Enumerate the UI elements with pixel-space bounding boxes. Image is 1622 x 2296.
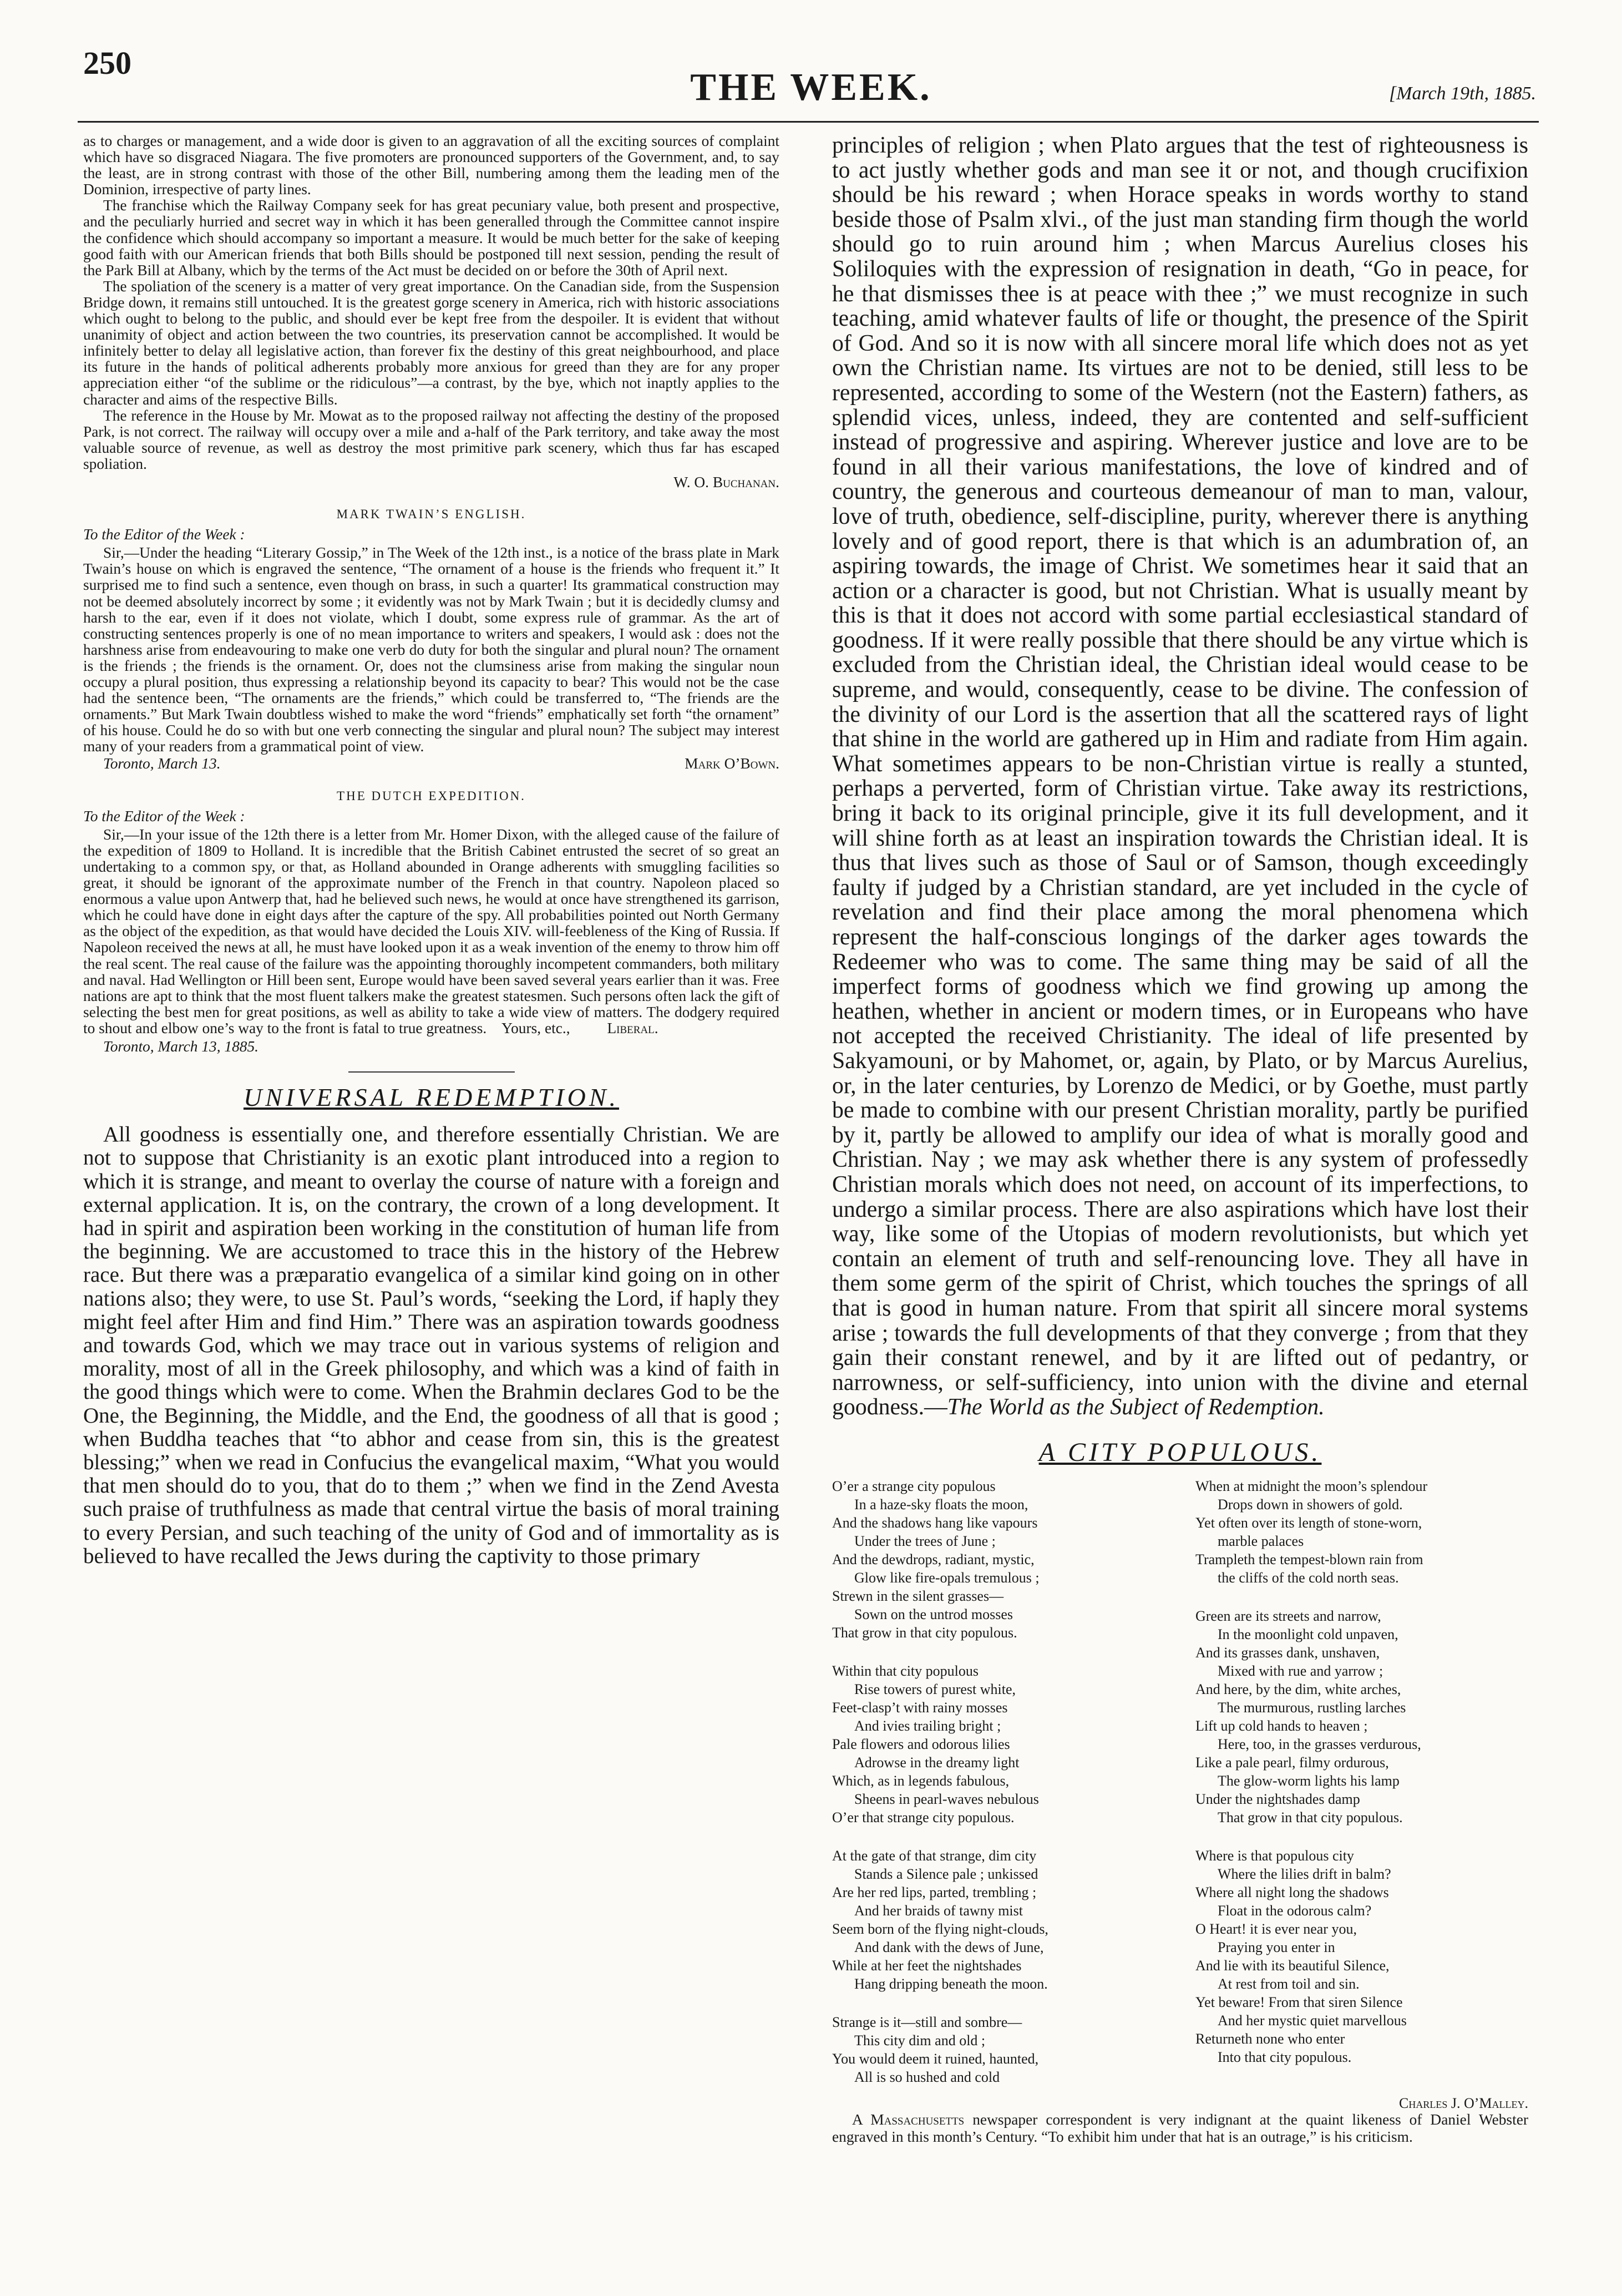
poem-line: And her braids of tawny mist [854, 1902, 1023, 1919]
poem-title: A CITY POPULOUS. [1038, 1437, 1322, 1467]
article-continuation [832, 133, 1528, 1420]
poem-line: Hang dripping beneath the moon. [854, 1975, 1048, 1992]
continuation-text: principles of religion ; when Plato argues that the test of righteousness is to act justly whether gods and man see it or not, and though crucifixion should be his reward ; when Horace speaks in words worthy to stand beside those of Psalm xlvi., of the just man standing firm though the world should go to ruin around him ; when Marcus Aurelius closes his Soliloquies with the expression of resignation in death, “Go in peace, for he that dismisses thee is at peace with thee ;” we must recognize in such teaching, amid whatever faults of life or thought, the presence of the Spirit of God. And so it is now with all sincere moral life which does not as yet own the Christian name. Its virtues are not to be denied, still less to be represented, according to some of the Western (not the Eastern) fathers, as splendid vices, unless, indeed, they are contented and self-sufficient instead of progressive and aspiring. Wherever justice and love are to be found in all their various manifestations, the love of kindred and of country, the generous and courteous demeanour of man to man, valour, love of truth, obedience, self-discipline, purity, wherever there is anything lovely and of good report, there is that which is an adumbration of, an aspiring towards, the image of Christ. We sometimes hear it said that an action or a character is good, but not Christian. What is usually meant by this is that it does not accord with some partial ecclesiastical standard of goodness. If it were really possible that there should be any virtue which is excluded from the Christian ideal, the Christian ideal would cease to be supreme, and would, consequently, cease to be divine. The confession of the divinity of our Lord is the assertion that all the scattered rays of light that shine in the world are gathered up in Him and radiate from Him again. What sometimes appears to be non-Christian virtue is really a stunted, perhaps a perverted, form of Christian virtue. Take away its restrictions, bring it back to its original principle, give it its full development, and it will shine forth as at least an inspiration towards the Christian ideal. It is thus that lives such as those of Saul or of Samson, though exceedingly faulty if judged by a Christian standard, are yet included in the cycle of revelation and find their place among the moral phenomena which represent the half-conscious longings of the darker ages towards the Redeemer who was to come. The same thing may be said of all the imperfect forms of goodness which we find growing up among the heathen, whether in ancient or modern times, or in Europeans who have not accepted the received Christianity. The ideal of life presented by Sakyamouni, or by Mahomet, or, again, by Plato, or by Marcus Aurelius, or, in the later centuries, by Lorenzo de Medici, or by Goethe, must partly be made to combine with our present Christian morality, partly be purified by it, partly be allowed to amplify our idea of what is morally good and Christian. Nay ; we may ask whether there is any system of professedly Christian morals which does not need, on account of its imperfections, to undergo a similar process. There are also aspirations which have lost their way, like some of the Utopias of modern revolutionists, but which yet contain an element of truth and self-renouncing love. They all have in them some germ of the spirit of Christ, which touches the springs of all that is good in human nature. From that spirit all sincere moral systems arise ; towards the full developments of that they converge ; from that they gain their constant renewel, and by it are lifted out of pedantry, or narrowness, or self-sufficiency, into union with the divine and eternal goodness.— [832, 133, 1528, 1420]
poem-line: That grow in that city populous. [832, 1624, 1017, 1641]
poem-line: Under the nightshades damp [1195, 1791, 1360, 1807]
poem-line: O’er that strange city populous. [832, 1809, 1015, 1825]
poem-line: Are her red lips, parted, trembling ; [832, 1884, 1037, 1900]
poem-line: And here, by the dim, white arches, [1195, 1681, 1401, 1697]
poem-line: Lift up cold hands to heaven ; [1195, 1717, 1368, 1734]
dateline: Toronto, March 13. [103, 755, 221, 772]
poem-line: O Heart! it is ever near you, [1195, 1920, 1357, 1937]
poem-line: Where is that populous city [1195, 1847, 1354, 1864]
note-text: newspaper correspondent is very indignant at the quaint likeness of Daniel Webster engraved in this month’s Century. “To exhibit him under that hat is an outrage,” is his criticism. [832, 2111, 1528, 2146]
poem-line: Where the lilies drift in balm? [1218, 1865, 1391, 1882]
poem-line: Strange is it—still and sombre— [832, 2014, 1022, 2030]
poem-line: And dank with the dews of June, [854, 1939, 1044, 1955]
signature: W. O. Buchanan. [673, 473, 779, 490]
poem-line: marble palaces [1218, 1533, 1304, 1549]
poem-line: Green are its streets and narrow, [1195, 1607, 1381, 1624]
poem-line: Stands a Silence pale ; unkissed [854, 1865, 1038, 1882]
poem-line: Here, too, in the grasses verdurous, [1218, 1736, 1421, 1752]
poem-line: Rise towers of purest white, [854, 1681, 1016, 1697]
poem-line: Trampleth the tempest-blown rain from [1195, 1551, 1423, 1567]
poem-line: Within that city populous [832, 1662, 979, 1679]
article-universal-redemption [83, 1083, 779, 1568]
poem-stanza [1195, 1607, 1528, 1827]
poem [832, 1477, 1528, 2106]
letter-niagara [83, 133, 779, 490]
poem-line: Like a pale pearl, filmy ordurous, [1195, 1754, 1389, 1771]
issue-date: [March 19th, 1885. [1388, 83, 1536, 104]
closing-note [832, 2111, 1528, 2146]
poem-line: Seem born of the flying night-clouds, [832, 1920, 1048, 1937]
poem-stanza [1195, 1847, 1528, 2066]
poem-line: And the dewdrops, radiant, mystic, [832, 1551, 1035, 1567]
poem-line: When at midnight the moon’s splendour [1195, 1478, 1428, 1494]
poem-line: Yet beware! From that siren Silence [1195, 1994, 1403, 2010]
signature: Mark O’Bown. [685, 755, 779, 772]
poem-line: Adrowse in the dreamy light [854, 1754, 1020, 1771]
page-number: 250 [83, 45, 131, 81]
closing: Yours, etc., [501, 1019, 570, 1036]
article-title: UNIVERSAL REDEMPTION. [243, 1083, 620, 1112]
poem-line: O’er a strange city populous [832, 1478, 996, 1494]
poem-line: And lie with its beautiful Silence, [1195, 1957, 1390, 1974]
section-heading: THE DUTCH EXPEDITION. [337, 788, 526, 803]
salutation: To the Editor of the Week : [83, 807, 245, 825]
paragraph: The reference in the House by Mr. Mowat as to the proposed railway not affecting the destiny of the proposed Park, is not correct. The railway will occupy over a mile and a-half of the Park territory, and take away the most valuable source of revenue, as well as destroy the most primitive park scenery, which thus far has escaped spoliation. [83, 407, 779, 472]
poem-line: In the moonlight cold unpaven, [1218, 1626, 1398, 1642]
signature-row [83, 756, 779, 772]
paragraph: Sir,—Under the heading “Literary Gossip,” in The Week of the 12th inst., is a notice of the brass plate in Mark Twain’s house on which is engraved the sentence, “The ornament of a house is the friends who frequent it.” It surprised me to find such a sentence, even though on brass, in such a quarter! Its grammatical construction may not be deemed absolutely incorrect by some ; it evidently was not by Mark Twain ; but it is decidedly clumsy and harsh to the ear, even if it does not violate, which I doubt, some express rule of grammar. As the art of constructing sentences properly is one of no mean importance to writers and speakers, I would ask : does not the harshness arise from endeavouring to make one verb do duty for both the singular and plural noun? The ornament is the friends ; the friends is the ornament. Or, does not the clumsiness arise from making the singular noun occupy a plural position, thus expressing a relationship beyond its capacity to bear? This would not be the case had the sentence been, “The ornaments are the friends,” which could be transferred to, “The friends are the ornaments.” But Mark Twain doubtless wished to make the word “friends” emphatically set forth “the ornament” of his house. Could he do so with but one verb connecting the singular and plural noun? The subject may interest many of your readers from a grammatical point of view. [83, 544, 779, 755]
article-source: The World as the Subject of Redemption. [947, 1394, 1325, 1420]
poem-line: Praying you enter in [1218, 1939, 1335, 1955]
poem-line: The murmurous, rustling larches [1218, 1699, 1406, 1716]
separator-rule [348, 1071, 515, 1073]
salutation: To the Editor of the Week : [83, 526, 245, 543]
poem-line: That grow in that city populous. [1218, 1809, 1403, 1825]
body-text: Sir,—In your issue of the 12th there is a letter from Mr. Homer Dixon, with the alleged cause of the failure of the expedition of 1809 to Holland. It is incredible that the British Cabinet entrusted the secret of so great an undertaking to a common spy, or that, as Holland abounded in Orange adherents with smuggling facilities so great, it should be ignorant of the approximate number of the French in that country. Napoleon placed so enormous a value upon Antwerp that, had he believed such news, he would at once have strengthened its garrison, which he could have done in eight days after the capture of the spy. All probabilities pointed out North Germany as the object of the expedition, as that would have decided the Louis XIV. will-feebleness of the King of Russia. If Napoleon received the news at all, he must have looked upon it as a weak invention of the enemy to throw him off the real scent. The real cause of the failure was the appointing thoroughly incompetent commanders, both military and naval. Had Wellington or Hill been sent, Europe would have been saved several years earlier than it was. Free nations are apt to think that the most fluent talkers make the greatest statesmen. Such persons often lack the gift of selecting the best men for great positions, as well as ability to take a wide view of matters. The dodgery required to shout and elbow one’s way to the front is fatal to true greatness. [83, 826, 779, 1036]
poem-stanza [832, 2013, 1165, 2086]
poem-line: Returneth none who enter [1195, 2030, 1345, 2047]
poem-line: Strewn in the silent grasses— [832, 1587, 1004, 1604]
poem-line: Where all night long the shadows [1195, 1884, 1389, 1900]
masthead: THE WEEK. [690, 66, 932, 109]
paragraph: The franchise which the Railway Company seek for has great pecuniary value, both present and prospective, and the peculiarly hurried and secret way in which it has been generalled through the Committee cannot inspire the confidence which should accompany so important a measure. It would be much better for the sake of keeping good faith with our American friends that both Bills should be postponed till next session, pending the result of the Park Bill at Albany, which by the terms of the Act must be decided on or before the 30th of April next. [83, 197, 779, 279]
poem-stanza [832, 1662, 1165, 1827]
right-column [832, 133, 1528, 2146]
poem-line: While at her feet the nightshades [832, 1957, 1022, 1974]
poem-line: At the gate of that strange, dim city [832, 1847, 1037, 1864]
poem-line: And its grasses dank, unshaven, [1195, 1644, 1380, 1661]
poem-line: Feet-clasp’t with rainy mosses [832, 1699, 1008, 1716]
page-header [0, 0, 1622, 111]
poem-line: Sown on the untrod mosses [854, 1606, 1013, 1622]
poem-line: You would deem it ruined, haunted, [832, 2050, 1039, 2067]
poem-line: Glow like fire-opals tremulous ; [854, 1569, 1040, 1586]
article-paragraph: All goodness is essentially one, and therefore essentially Christian. We are not to suppose that Christianity is an exotic plant introduced into a region to which it is strange, and meant to overlay the course of nature with a foreign and external application. It is, on the contrary, the crown of a long development. It had in spirit and aspiration been working in the constitution of human life from the beginning. We are accustomed to trace this in the history of the Hebrew race. But there was a præparatio evangelica of a similar kind going on in other nations also; they were, to use St. Paul’s words, “seeking the Lord, if haply they might feel after Him and find Him.” There was an aspiration towards goodness and towards God, which we may trace out in various systems of religion and morality, most of all in the Greek philosophy, and which was a kind of faith in the good things which were to come. When the Brahmin declares God to be the One, the Beginning, the Middle, and the End, the goodness of all that is good ; when Buddha teaches that “to abhor and cease from sin, this is the greatest blessing;” when we read in Confucius the evangelical maxim, “What you would that men should do to you, that do to them ;” when we find in the Zend Avesta such praise of truthfulness as made that central virtue the basis of moral training to every Persian, and such teaching of the unity of God and of immortality as is believed to have recalled the Jews during the captivity to those primary [83, 1122, 779, 1568]
dateline: Toronto, March 13, 1885. [103, 1038, 259, 1055]
signature: Liberal. [607, 1019, 658, 1036]
poem-stanza [832, 1477, 1165, 1642]
paragraph [83, 827, 779, 1036]
poem-line: This city dim and old ; [854, 2032, 986, 2049]
header-rule [78, 121, 1539, 123]
paragraph: The spoliation of the scenery is a matter of very great importance. On the Canadian side, from the Suspension Bridge down, it remains still untouched. It is the greatest gorge scenery in America, rich with historic associations which ought to belong to the public, and should ever be kept free from the despoiler. It is evident that without unanimity of object and action between the two countries, its preservation cannot be accomplished. It would be infinitely better to delay all legislative action, than forever fix the destiny of this great neighbourhood, and place its future in the hands of political adherents probably more anxious for greed than they are for any proper appreciation either “of the sublime or the ridiculous”—a contrast, by the bye, which not inaptly applies to the character and aims of the respective Bills. [83, 277, 779, 408]
poem-line: In a haze-sky floats the moon, [854, 1496, 1028, 1513]
letter-mark-twain [83, 506, 779, 772]
poem-line: Which, as in legends fabulous, [832, 1772, 1010, 1789]
note-lead: A Massachusetts [852, 2111, 965, 2128]
poem-line: The glow-worm lights his lamp [1218, 1772, 1400, 1789]
poem-line: Under the trees of June ; [854, 1533, 996, 1549]
poem-left-column [832, 1477, 1165, 2106]
poem-line: Pale flowers and odorous lilies [832, 1736, 1010, 1752]
poem-line: the cliffs of the cold north seas. [1218, 1569, 1399, 1586]
poem-line: And the shadows hang like vapours [832, 1514, 1038, 1531]
poem-line: Mixed with rue and yarrow ; [1218, 1662, 1383, 1679]
poem-stanza [1195, 1477, 1528, 1587]
poem-line: Yet often over its length of stone-worn, [1195, 1514, 1422, 1531]
poem-line: At rest from toil and sin. [1218, 1975, 1360, 1992]
poem-line: Float in the odorous calm? [1218, 1902, 1372, 1919]
poem-line: And ivies trailing bright ; [854, 1717, 1001, 1734]
poem-signature: Charles J. O’Malley. [1398, 2095, 1528, 2111]
poem-line: And her mystic quiet marvellous [1218, 2012, 1407, 2029]
section-heading: MARK TWAIN’S ENGLISH. [336, 507, 526, 522]
poem-line: Drops down in showers of gold. [1218, 1496, 1403, 1513]
poem-line: Into that city populous. [1218, 2049, 1352, 2065]
poem-right-column [1195, 1477, 1528, 2106]
poem-line: All is so hushed and cold [854, 2069, 1000, 2085]
left-column [83, 133, 779, 1568]
letter-dutch-expedition [83, 788, 779, 1055]
paragraph: as to charges or management, and a wide door is given to an aggravation of all the exciting sources of complaint which have so disgraced Niagara. The five promoters are pronounced supporters of the Government, and, to say the least, are in strong contrast with those of the other Bill, numbering among them the leading men of the Dominion, irrespective of party lines. [83, 133, 779, 198]
poem-line: Sheens in pearl-waves nebulous [854, 1791, 1039, 1807]
poem-stanza [832, 1847, 1165, 1993]
